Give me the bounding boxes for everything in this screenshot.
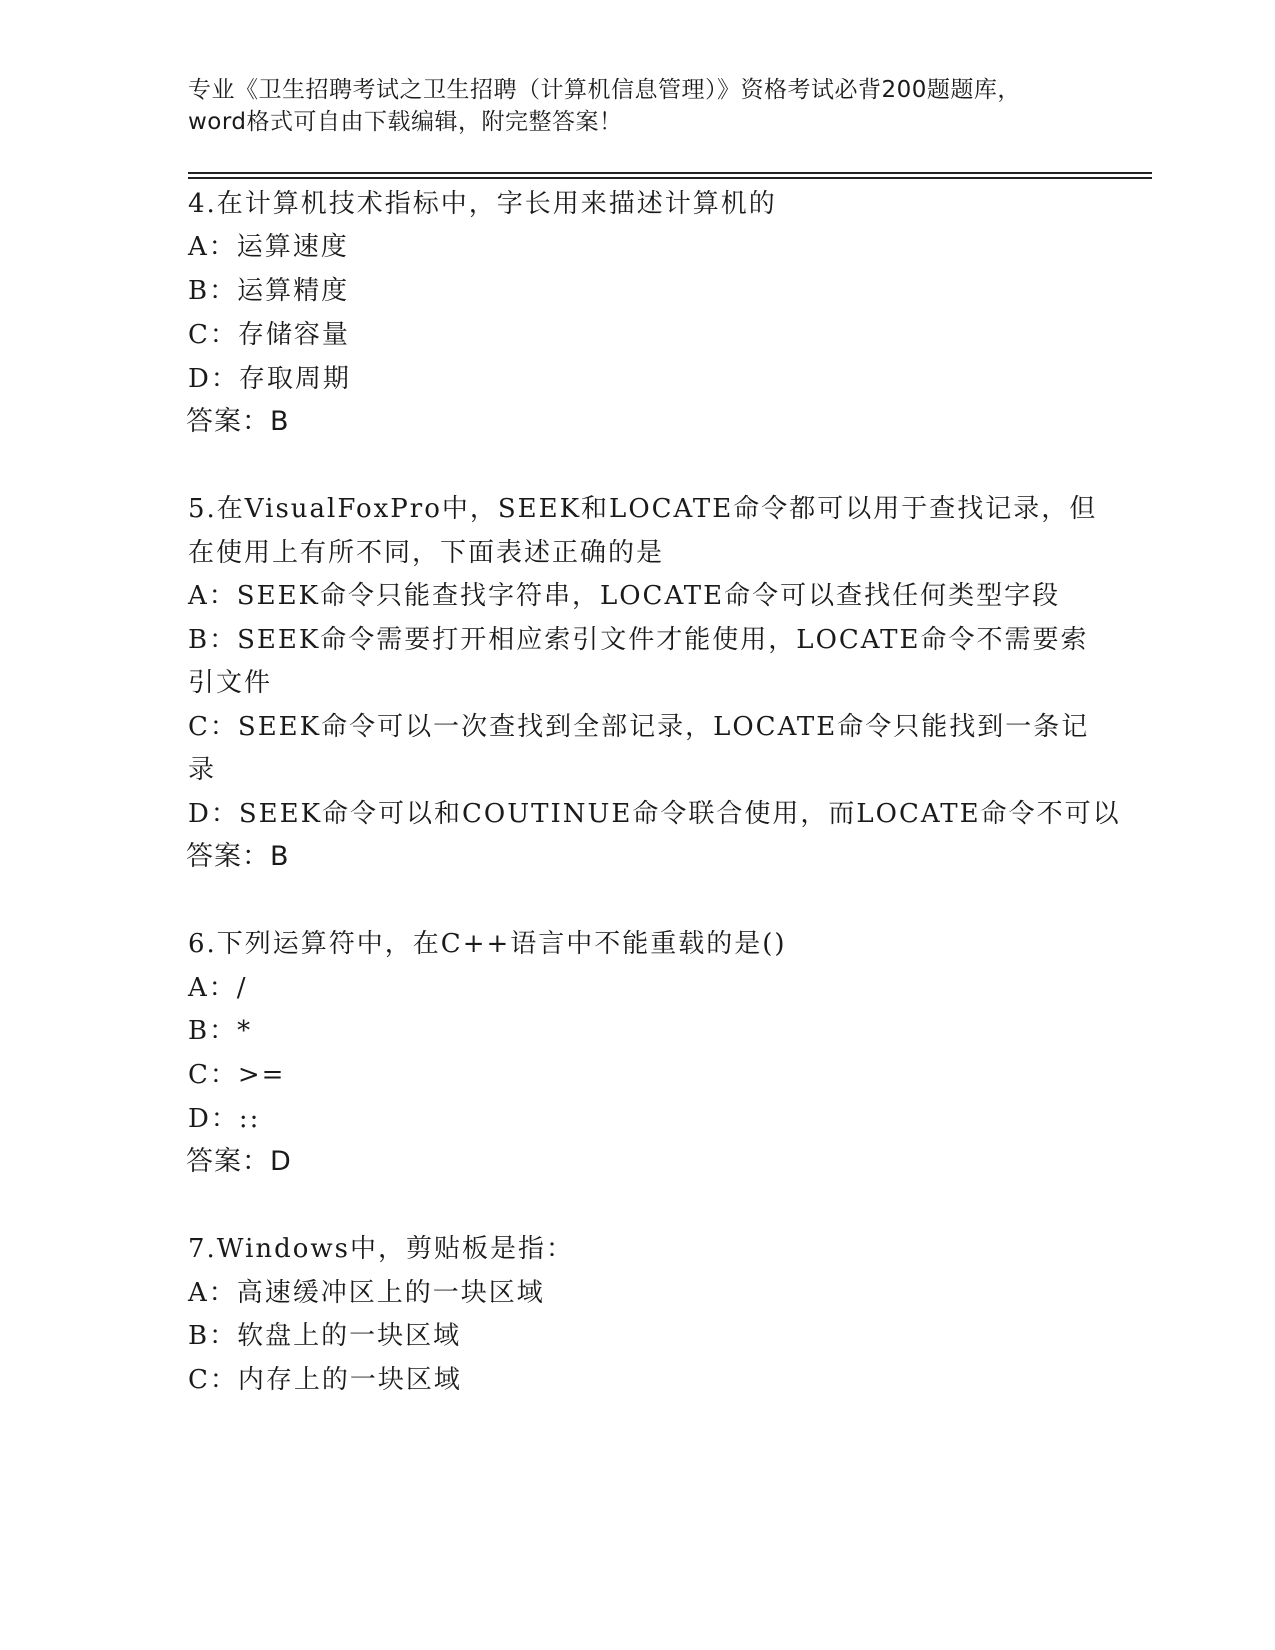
option-b: B：SEEK命令需要打开相应索引文件才能使用，LOCATE命令不需要索	[188, 625, 1089, 655]
option-a: A：SEEK命令只能查找字符串，LOCATE命令可以查找任何类型字段	[188, 581, 1061, 611]
answer-label: 答案：	[186, 406, 270, 437]
option-b: B：运算精度	[188, 276, 350, 306]
question-stem: 6.下列运算符中，在C++语言中不能重载的是()	[188, 929, 787, 959]
answer-label: 答案：	[186, 841, 270, 872]
answer-line	[186, 1144, 292, 1180]
header-rule-bottom	[188, 177, 1152, 179]
option-c: C：SEEK命令可以一次查找到全部记录，LOCATE命令只能找到一条记	[188, 712, 1090, 742]
option-b: B：*	[188, 1016, 253, 1046]
answer-value: D	[270, 1146, 292, 1177]
option-a: A：/	[188, 973, 248, 1003]
answer-label: 答案：	[186, 1146, 270, 1177]
option-c: C：存储容量	[188, 320, 350, 350]
option-d: D：存取周期	[188, 364, 351, 394]
question-stem: 5.在VisualFoxPro中，SEEK和LOCATE命令都可以用于查找记录，但	[188, 494, 1098, 524]
header-title-line-1: 专业《卫生招聘考试之卫生招聘（计算机信息管理）》资格考试必背200题题库，	[188, 77, 1021, 103]
option-b: B：软盘上的一块区域	[188, 1321, 462, 1351]
answer-value: B	[270, 841, 290, 872]
answer-line	[186, 404, 290, 440]
header-rule-top	[188, 172, 1152, 174]
answer-value: B	[270, 406, 290, 437]
option-a: A：高速缓冲区上的一块区域	[188, 1278, 545, 1308]
option-c: C：内存上的一块区域	[188, 1365, 462, 1395]
option-d: D：::	[188, 1104, 261, 1134]
option-d: D：SEEK命令可以和COUTINUE命令联合使用，而LOCATE命令不可以	[188, 799, 1121, 829]
option-b-continued: 引文件	[188, 668, 273, 698]
header-title-line-2: word格式可自由下载编辑，附完整答案！	[188, 109, 623, 135]
answer-line	[186, 839, 290, 875]
option-a: A：运算速度	[188, 232, 349, 262]
question-stem-continued: 在使用上有所不同，下面表述正确的是	[188, 538, 665, 568]
question-stem: 4.在计算机技术指标中，字长用来描述计算机的	[188, 189, 777, 219]
question-stem: 7.Windows中，剪贴板是指：	[188, 1234, 575, 1264]
option-c: C：>=	[188, 1060, 286, 1090]
option-c-continued: 录	[188, 755, 217, 785]
